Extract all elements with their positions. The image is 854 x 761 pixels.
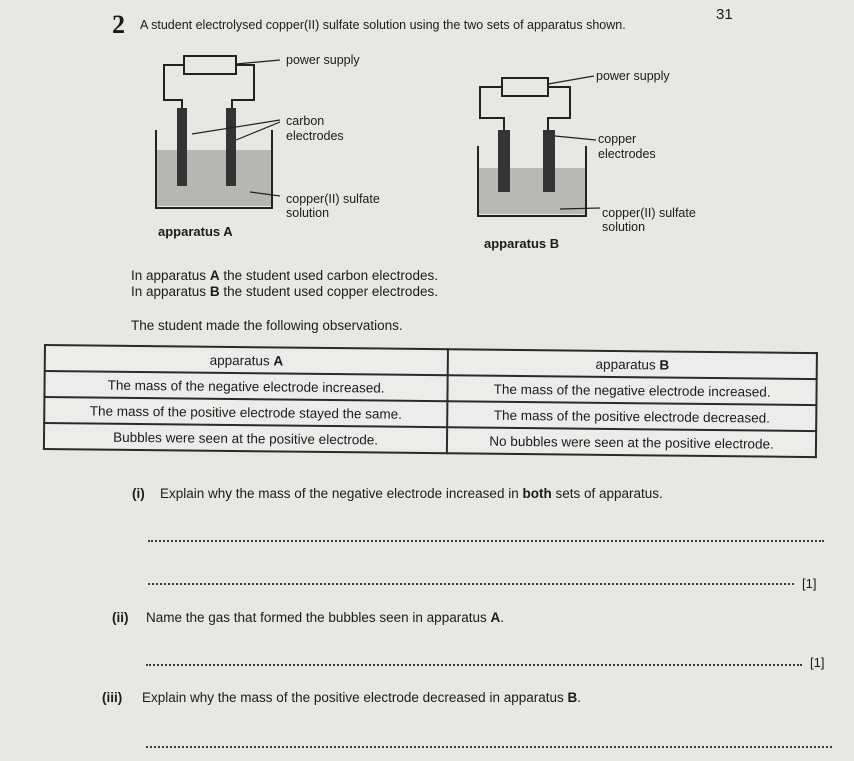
apparatus-b-electrodes-label-1: copper <box>598 132 637 146</box>
part-i-number: (i) <box>132 486 145 501</box>
answer-line-i-1[interactable] <box>148 540 824 542</box>
apparatus-a-power-label: power supply <box>286 53 360 67</box>
copper-electrode-left <box>498 130 510 192</box>
apparatus-a-solution-label-1: copper(II) sulfate <box>286 192 380 206</box>
apparatus-b-solution-label-2: solution <box>602 220 646 234</box>
page-number: 31 <box>716 6 733 23</box>
solution-b <box>478 168 586 214</box>
apparatus-b-diagram <box>470 72 600 232</box>
wire-right-b <box>548 87 570 132</box>
answer-line-ii[interactable] <box>146 664 802 666</box>
answer-line-iii[interactable] <box>146 746 832 748</box>
part-ii-number: (ii) <box>112 610 129 625</box>
table-cell: Bubbles were seen at the positive electrode. <box>44 423 447 453</box>
part-iii-question: Explain why the mass of the positive electrode decreased in apparatus B. <box>142 690 582 705</box>
apparatus-a-caption: apparatus A <box>158 224 233 239</box>
copper-electrode-right <box>543 130 555 192</box>
power-supply-box-b <box>502 78 548 96</box>
carbon-electrode-right <box>226 108 236 186</box>
observations-intro: The student made the following observations. <box>131 318 403 333</box>
header-apparatus-a: apparatus A <box>45 345 448 375</box>
apparatus-b-solution-label-1: copper(II) sulfate <box>602 206 696 220</box>
table-cell: The mass of the negative electrode increased. <box>448 375 817 405</box>
apparatus-a-electrodes-label-1: carbon <box>286 114 325 128</box>
wire-left-b <box>480 87 504 132</box>
apparatus-b-power-label: power supply <box>596 69 670 83</box>
apparatus-a-electrodes-label-2: electrodes <box>286 129 344 143</box>
part-i-question: Explain why the mass of the negative electrode increased in both sets of apparatus. <box>160 486 663 501</box>
table-cell: The mass of the positive electrode decreased. <box>447 401 816 431</box>
table-cell: The mass of the negative electrode increased. <box>44 371 447 401</box>
part-ii-question: Name the gas that formed the bubbles seen in apparatus A. <box>146 610 504 625</box>
apparatus-b-electrodes-label-2: electrodes <box>598 147 656 161</box>
solution-a <box>156 150 272 206</box>
question-number: 2 <box>112 10 125 39</box>
part-ii-mark: [1] <box>810 655 825 670</box>
part-i-mark: [1] <box>802 576 817 591</box>
apparatus-b-caption: apparatus B <box>484 236 560 251</box>
answer-line-i-2[interactable] <box>148 583 794 585</box>
carbon-electrode-left <box>177 108 187 186</box>
power-supply-box-a <box>184 56 236 74</box>
apparatus-a-solution-label-2: solution <box>286 206 330 220</box>
table-cell: No bubbles were seen at the positive electrode. <box>447 427 816 457</box>
table-cell: The mass of the positive electrode stayed the same. <box>44 397 447 427</box>
observations-table <box>43 344 818 458</box>
part-iii-number: (iii) <box>102 690 123 705</box>
apparatus-a-diagram <box>150 50 280 220</box>
question-intro: A student electrolysed copper(II) sulfate solution using the two sets of apparatus shown. <box>140 18 626 32</box>
statement-a: In apparatus A the student used carbon electrodes. <box>131 268 438 283</box>
header-apparatus-b: apparatus B <box>448 349 817 379</box>
statement-b: In apparatus B the student used copper electrodes. <box>131 284 438 299</box>
